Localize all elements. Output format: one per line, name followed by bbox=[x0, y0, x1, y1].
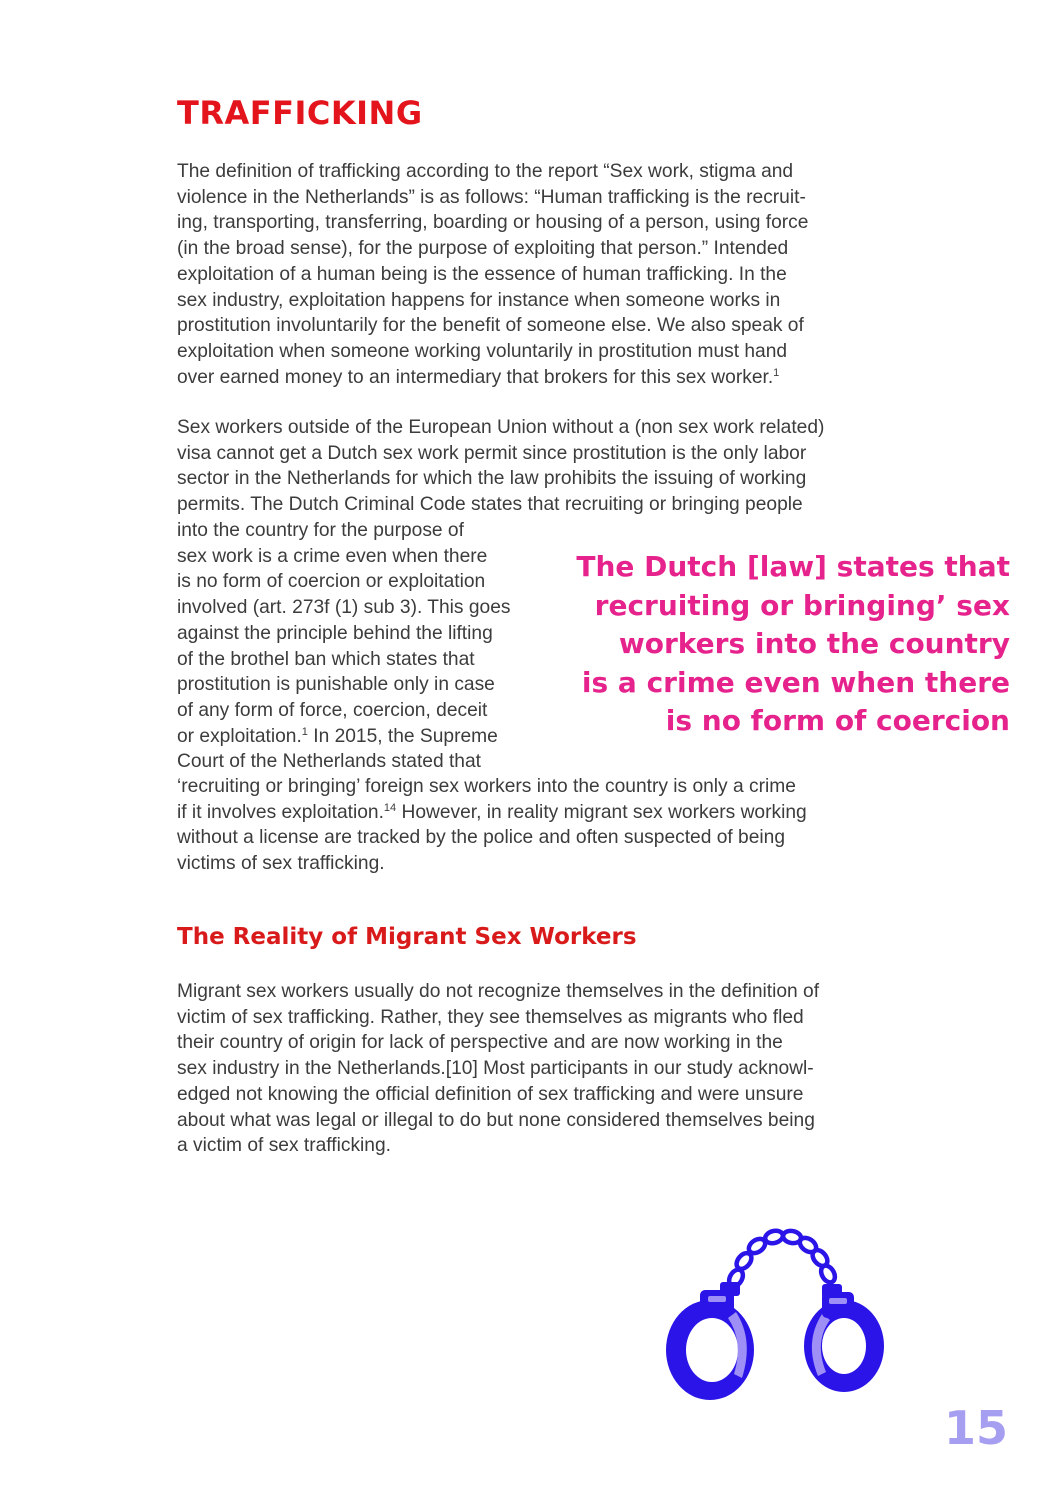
text-line: sector in the Netherlands for which the law prohibits the issuing of working bbox=[177, 468, 807, 490]
text-line: ‘recruiting or bringing’ foreign sex workers into the country is only a crime bbox=[177, 776, 796, 797]
paragraph-migrant-reality bbox=[177, 979, 889, 1159]
pull-quote bbox=[545, 548, 1010, 741]
paragraph-trafficking-definition bbox=[177, 159, 877, 390]
paragraph-migrant-permits bbox=[177, 415, 889, 518]
text-line: sex industry, exploitation happens for instance when someone works in bbox=[177, 289, 781, 311]
text-line: exploitation when someone working voluntarily in prostitution must hand bbox=[177, 340, 788, 362]
footnote-marker: 14 bbox=[383, 801, 397, 814]
text-line: edged not knowing the official definition of sex trafficking and were unsure bbox=[177, 1083, 804, 1105]
text-line: involved (art. 273f (1) sub 3). This goes bbox=[177, 597, 511, 619]
handcuffs-icon bbox=[662, 1228, 888, 1404]
subsection-heading: The Reality of Migrant Sex Workers bbox=[177, 924, 637, 950]
page-number: 15 bbox=[943, 1401, 1008, 1455]
text-line: The definition of trafficking according to the report “Sex work, stigma and bbox=[177, 161, 794, 182]
text-line: victims of sex trafficking. bbox=[177, 853, 385, 875]
text-line: exploitation of a human being is the essence of human trafficking. In the bbox=[177, 263, 787, 285]
text-line: a victim of sex trafficking. bbox=[177, 1135, 391, 1157]
pull-quote-line: is a crime even when there bbox=[581, 665, 1010, 699]
text-line: into the country for the purpose of bbox=[177, 520, 464, 541]
text-line: sex work is a crime even when there bbox=[177, 545, 488, 567]
text-line: Sex workers outside of the European Union without a (non sex work related) bbox=[177, 417, 825, 438]
text-line bbox=[177, 800, 877, 826]
text-line: without a license are tracked by the police and often suspected of being bbox=[177, 827, 785, 849]
text-line: violence in the Netherlands” is as follows: “Human trafficking is the recruit- bbox=[177, 186, 806, 208]
text-line: Migrant sex workers usually do not recognize themselves in the definition of bbox=[177, 981, 820, 1002]
text-line: sex industry in the Netherlands.[10] Most participants in our study acknowl- bbox=[177, 1058, 814, 1080]
text-line-content: In 2015, the Supreme bbox=[307, 725, 498, 747]
pull-quote-line: is no form of coercion bbox=[665, 704, 1010, 737]
text-line: of any form of force, coercion, deceit bbox=[177, 699, 488, 721]
text-line-content: if it involves exploitation. bbox=[177, 801, 384, 823]
text-line bbox=[177, 365, 877, 391]
text-line: is no form of coercion or exploitation bbox=[177, 571, 486, 593]
footnote-marker: 1 bbox=[773, 366, 780, 379]
pull-quote-line: recruiting or bringing’ sex bbox=[594, 588, 1010, 622]
pull-quote-line: The Dutch [law] states that bbox=[576, 550, 1010, 583]
text-line-content: However, in reality migrant sex workers working bbox=[396, 801, 807, 823]
text-line: visa cannot get a Dutch sex work permit since prostitution is the only labor bbox=[177, 442, 807, 464]
section-heading: TRAFFICKING bbox=[177, 94, 423, 132]
text-line: against the principle behind the lifting bbox=[177, 622, 493, 644]
text-line: ing, transporting, transferring, boarding or housing of a person, using force bbox=[177, 212, 809, 234]
footnote-marker: 1 bbox=[301, 725, 308, 738]
text-line: their country of origin for lack of perspective and are now working in the bbox=[177, 1032, 783, 1054]
text-line: of the brothel ban which states that bbox=[177, 648, 475, 670]
text-line: victim of sex trafficking. Rather, they see themselves as migrants who fled bbox=[177, 1006, 804, 1028]
pull-quote-line: workers into the country bbox=[618, 627, 1010, 660]
text-line: about what was legal or illegal to do but none considered themselves being bbox=[177, 1109, 815, 1131]
text-line: prostitution is punishable only in case bbox=[177, 674, 495, 696]
text-line-content: over earned money to an intermediary that brokers for this sex worker. bbox=[177, 366, 774, 388]
text-line: Court of the Netherlands stated that bbox=[177, 751, 481, 773]
text-line-content: or exploitation. bbox=[177, 725, 302, 747]
text-line: prostitution involuntarily for the benefit of someone else. We also speak of bbox=[177, 315, 804, 337]
paragraph-supreme-court bbox=[177, 774, 877, 877]
paragraph-criminal-code-column bbox=[177, 518, 549, 775]
text-line: permits. The Dutch Criminal Code states that recruiting or bringing people bbox=[177, 494, 803, 516]
text-line: (in the broad sense), for the purpose of exploiting that person.” Intended bbox=[177, 238, 789, 260]
text-line bbox=[177, 724, 549, 750]
